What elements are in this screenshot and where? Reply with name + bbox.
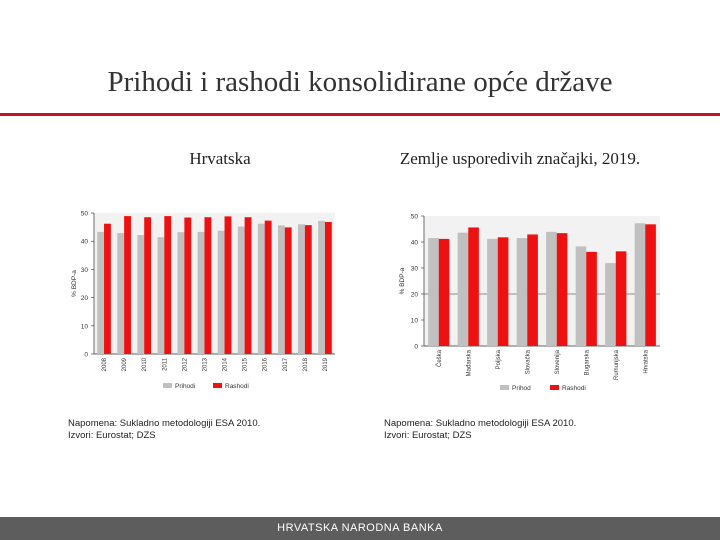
cmp-legend-label-0: Prihod [512,385,531,392]
hr-bar-prihodi-5 [198,232,205,354]
cmp-y-tick-label: 20 [410,291,418,299]
hr-y-tick-label: 20 [80,295,88,303]
hr-category-label: 2008 [102,358,109,372]
hr-bar-rashodi-11 [325,222,332,354]
cmp-category-label: Slovačka [525,350,532,375]
hr-bar-rashodi-8 [265,221,272,354]
cmp-bar-prihod-0 [428,238,439,346]
cmp-y-tick-label: 50 [410,213,418,221]
hr-category-label: 2015 [242,358,249,372]
hr-bar-prihodi-11 [318,221,325,354]
cmp-category-label: Poljska [495,350,502,370]
cmp-bar-rashodi-2 [498,237,509,346]
hr-bar-rashodi-10 [305,225,312,354]
hr-category-label: 2017 [282,358,289,372]
title-divider [0,113,720,116]
chart-croatia [68,205,340,395]
cmp-bar-rashodi-1 [468,227,479,346]
cmp-bar-rashodi-7 [645,224,656,346]
cmp-y-tick-label: 40 [410,239,418,247]
hr-bar-prihodi-2 [137,235,144,354]
cmp-bar-prihod-5 [576,246,587,346]
hr-legend-label-1: Rashodi [225,383,249,390]
left-source-note: Izvori: Eurostat; DZS [68,430,156,441]
cmp-category-label: Bugarska [584,350,591,376]
cmp-bar-prihod-1 [458,233,469,346]
cmp-y-tick-label: 0 [414,343,418,351]
hr-bar-prihodi-6 [218,231,225,354]
hr-bar-rashodi-1 [124,216,131,354]
cmp-bar-rashodi-0 [439,239,450,346]
hr-y-axis-label: % BDP-a [71,270,78,297]
hr-y-tick-label: 0 [84,351,88,359]
hr-legend-swatch-0 [163,383,172,388]
hr-category-label: 2011 [162,358,169,371]
hr-bar-rashodi-7 [245,217,252,354]
left-methodology-note: Napomena: Sukladno metodologiji ESA 2010. [68,418,261,429]
hr-bar-rashodi-0 [104,224,111,354]
hr-bar-prihodi-4 [178,232,185,354]
hr-y-tick-label: 50 [80,210,88,218]
cmp-y-axis-label: % BDP-a [399,267,406,295]
slide-title: Prihodi i rashodi konsolidirane opće države [107,66,613,98]
hr-category-label: 2012 [182,358,189,372]
hr-legend-swatch-1 [213,383,222,388]
footer-bar [0,517,720,540]
cmp-bar-prihod-6 [605,263,616,346]
cmp-bar-rashodi-6 [616,251,627,346]
hr-category-label: 2010 [142,358,149,372]
hr-bar-prihodi-8 [258,224,265,354]
cmp-bar-prihod-7 [635,223,646,346]
hr-y-tick-label: 30 [80,266,88,274]
hr-category-label: 2009 [122,358,129,372]
hr-bar-prihodi-3 [157,237,164,354]
cmp-legend-swatch-1 [550,385,559,390]
chart-comparable-countries [388,208,668,398]
right-methodology-note: Napomena: Sukladno metodologiji ESA 2010. [384,418,577,429]
cmp-y-tick-label: 10 [410,317,418,325]
hr-bar-rashodi-6 [225,216,232,354]
hr-bar-prihodi-1 [117,233,124,354]
cmp-y-tick-label: 30 [410,265,418,273]
cmp-bar-prihod-2 [487,239,498,346]
hr-bar-rashodi-2 [144,217,151,354]
hr-category-label: 2019 [322,358,329,372]
cmp-legend-swatch-0 [500,385,509,390]
hr-legend-label-0: Prihodi [175,383,196,390]
left-chart-subtitle: Hrvatska [189,149,251,168]
cmp-bar-rashodi-3 [527,234,538,346]
cmp-bar-rashodi-4 [557,233,568,346]
hr-category-label: 2016 [262,358,269,372]
cmp-category-label: Rumunjska [613,350,620,381]
hr-bar-rashodi-9 [285,227,292,354]
hr-bar-rashodi-4 [184,218,191,354]
hr-bar-prihodi-7 [238,227,245,354]
left-note-block [68,418,260,442]
cmp-category-label: Hrvatska [643,350,650,374]
hr-bar-prihodi-10 [298,224,305,354]
right-source-note: Izvori: Eurostat; DZS [384,430,472,441]
cmp-bar-rashodi-5 [586,252,597,346]
cmp-legend-label-1: Rashodi [562,385,586,392]
hr-bar-prihodi-9 [278,225,285,354]
hr-y-tick-label: 40 [80,238,88,246]
hr-bar-rashodi-3 [164,216,171,354]
cmp-category-label: Češka [436,350,443,368]
hr-category-label: 2018 [302,358,309,372]
cmp-bar-prihod-3 [517,238,528,346]
hr-bar-rashodi-5 [204,217,211,354]
footer-brand: HRVATSKA NARODNA BANKA [277,522,443,534]
hr-y-tick-label: 10 [80,323,88,331]
hr-category-label: 2014 [222,358,229,372]
right-chart-subtitle: Zemlje usporedivih značajki, 2019. [399,149,641,168]
cmp-category-label: Slovenija [554,350,561,375]
cmp-category-label: Mađarska [466,350,473,377]
cmp-bar-prihod-4 [546,232,557,346]
hr-category-label: 2013 [202,358,209,372]
right-note-block [384,418,576,442]
hr-bar-prihodi-0 [97,232,104,354]
